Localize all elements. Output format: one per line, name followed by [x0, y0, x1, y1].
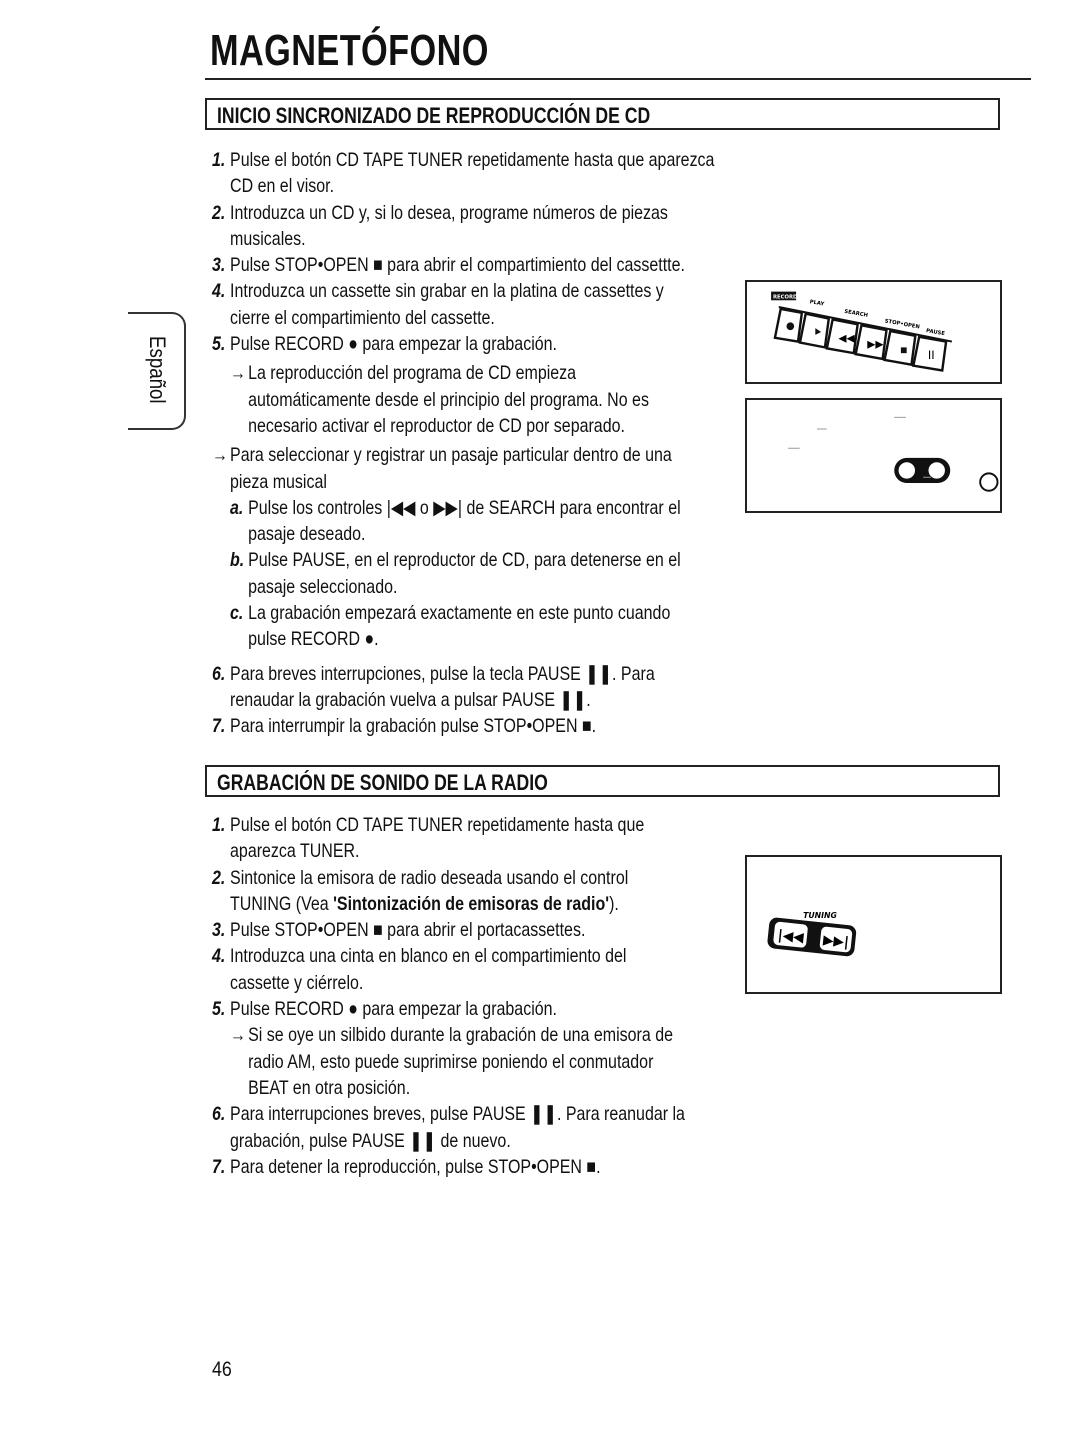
step-item: [212, 147, 737, 200]
step-number: 4.: [212, 945, 226, 968]
step-item: [212, 1101, 737, 1154]
step-text-line: Pulse STOP•OPEN ■ para abrir el compartimiento del cassettte.: [230, 254, 685, 277]
step-item: [212, 917, 737, 943]
step-text-line: CD en el visor.: [230, 175, 335, 198]
step-text-line: Pulse el botón CD TAPE TUNER repetidamente hasta que aparezca: [230, 149, 715, 171]
step-text-line: Para interrupciones breves, pulse PAUSE ❚❚. Para reanudar la: [230, 1103, 685, 1126]
step-text-fragment: TUNING (Vea: [230, 892, 334, 915]
step-text-line: cassette y ciérrelo.: [230, 971, 364, 994]
step-text-line: pieza musical: [230, 470, 327, 493]
stop-open-label: STOP•OPEN: [884, 318, 921, 331]
step-number: 5.: [212, 998, 226, 1021]
step-text-line: Pulse el botón CD TAPE TUNER repetidamente hasta que: [230, 814, 645, 836]
step-text-line: La grabación empezará exactamente en este punto cuando: [248, 602, 671, 625]
step-text-line: Introduzca un cassette sin grabar en la platina de cassettes y: [230, 280, 664, 303]
step-text-line: Introduzca un CD y, si lo desea, programe números de piezas: [230, 201, 668, 224]
record-label: RECORD: [773, 294, 798, 301]
tuning-label: TUNING: [803, 911, 837, 921]
step-text-line: necesario activar el reproductor de CD por separado.: [248, 414, 625, 437]
section-heading-cd-sync: [205, 98, 1000, 130]
tuning-figure: [745, 855, 1002, 994]
step-item: [212, 252, 737, 278]
step-text-line: Si se oye un silbido durante la grabación de una emisora de: [248, 1024, 673, 1047]
step-number: 1.: [212, 149, 226, 171]
arrow-marker: →: [212, 444, 228, 467]
deck-buttons-illustration: [747, 282, 1000, 382]
arrow-marker: →: [230, 1024, 247, 1047]
svg-text:◀◀: ◀◀: [838, 332, 855, 345]
step-number: b.: [230, 549, 245, 572]
step-item: [212, 442, 737, 495]
step-item: [212, 713, 737, 739]
step-number: 7.: [212, 1155, 226, 1178]
step-text-line: pulse RECORD ●.: [248, 628, 379, 651]
step-item: [212, 547, 737, 600]
step-text-line: Sintonice la emisora de radio deseada usando el control: [230, 866, 629, 889]
step-text-line: [230, 891, 737, 917]
step-item: [212, 1022, 737, 1101]
svg-text:▶▶|: ▶▶|: [822, 932, 850, 951]
svg-text:▶▶: ▶▶: [867, 338, 884, 351]
arrow-marker: →: [230, 362, 247, 385]
step-number: 3.: [212, 919, 226, 942]
step-item: [212, 200, 737, 253]
section-heading-text: GRABACIÓN DE SONIDO DE LA RADIO: [217, 770, 548, 795]
step-text-line: Para detener la reproducción, pulse STOP•OPEN ■.: [230, 1155, 601, 1178]
page-number: 46: [212, 1358, 232, 1381]
step-text-line: Pulse los controles |◀◀ o ▶▶| de SEARCH para encontrar el: [248, 496, 681, 519]
language-tab-label: Español: [145, 336, 170, 404]
step-item: [212, 865, 737, 918]
step-number: 6.: [212, 662, 226, 685]
step-text-line: La reproducción del programa de CD empieza: [248, 362, 577, 385]
step-number: 5.: [212, 333, 226, 356]
step-number: 2.: [212, 201, 226, 224]
step-item: [212, 812, 737, 865]
step-number: a.: [230, 496, 244, 519]
step-text-line: BEAT en otra posición.: [248, 1076, 411, 1099]
step-text-line: radio AM, esto puede suprimirse poniendo el conmutador: [248, 1050, 654, 1073]
step-text-line: Para interrumpir la grabación pulse STOP•OPEN ■.: [230, 715, 597, 738]
cd-search-illustration: [747, 400, 1000, 511]
radio-recording-steps: [212, 812, 737, 1180]
step-text-line: grabación, pulse PAUSE ❚❚ de nuevo.: [230, 1129, 511, 1152]
language-tab: [128, 312, 186, 430]
cross-reference: 'Sintonización de emisoras de radio': [333, 892, 610, 915]
step-text-line: Pulse PAUSE, en el reproductor de CD, para detenerse en el: [248, 549, 681, 572]
step-text-line: Para seleccionar y registrar un pasaje particular dentro de una: [230, 444, 672, 467]
step-number: 7.: [212, 715, 226, 738]
step-item: [212, 360, 737, 439]
step-text-line: aparezca TUNER.: [230, 840, 360, 863]
pause-label: PAUSE: [925, 328, 946, 338]
step-number: c.: [230, 602, 244, 625]
step-text-line: Pulse RECORD ● para empezar la grabación.: [230, 333, 557, 356]
step-text-line: automáticamente desde el principio del programa. No es: [248, 388, 649, 411]
step-item: [212, 331, 737, 357]
step-item: [212, 495, 737, 548]
tuning-buttons-illustration: [747, 857, 1000, 992]
cd-search-figure: [745, 398, 1002, 513]
step-text-line: pasaje seleccionado.: [248, 575, 398, 598]
step-text-line: Pulse STOP•OPEN ■ para abrir el portacassettes.: [230, 919, 586, 942]
step-number: 2.: [212, 866, 226, 889]
play-label: PLAY: [809, 299, 825, 308]
section-heading-text: INICIO SINCRONIZADO DE REPRODUCCIÓN DE CD: [217, 103, 651, 128]
step-item: [212, 996, 737, 1022]
title-rule: [205, 78, 1031, 80]
step-text-line: pasaje deseado.: [248, 523, 366, 546]
step-number: 4.: [212, 280, 226, 303]
svg-text:|◀◀: |◀◀: [776, 927, 805, 946]
search-label: SEARCH: [843, 308, 869, 319]
step-text-line: Para breves interrupciones, pulse la tecla PAUSE ❚❚. Para: [230, 662, 655, 685]
step-number: 1.: [212, 814, 226, 836]
page-title: MAGNETÓFONO: [210, 26, 489, 75]
step-text-line: cierre el compartimiento del cassette.: [230, 306, 495, 329]
step-item: [212, 600, 737, 653]
step-text-line: Introduzca una cinta en blanco en el compartimiento del: [230, 945, 627, 968]
step-text-line: renaudar la grabación vuelva a pulsar PAUSE ❚❚.: [230, 688, 591, 711]
step-number: 3.: [212, 254, 226, 277]
step-item: [212, 943, 737, 996]
section-heading-radio-recording: [205, 765, 1000, 797]
deck-buttons-figure: [745, 280, 1002, 384]
svg-text:II: II: [927, 347, 935, 362]
step-text-fragment: ).: [609, 892, 619, 915]
step-number: 6.: [212, 1103, 226, 1126]
step-item: [212, 278, 737, 331]
step-item: [212, 661, 737, 714]
cd-sync-steps: [212, 147, 737, 740]
step-text-line: musicales.: [230, 227, 306, 250]
step-text-line: Pulse RECORD ● para empezar la grabación.: [230, 998, 557, 1021]
step-item: [212, 1154, 737, 1180]
